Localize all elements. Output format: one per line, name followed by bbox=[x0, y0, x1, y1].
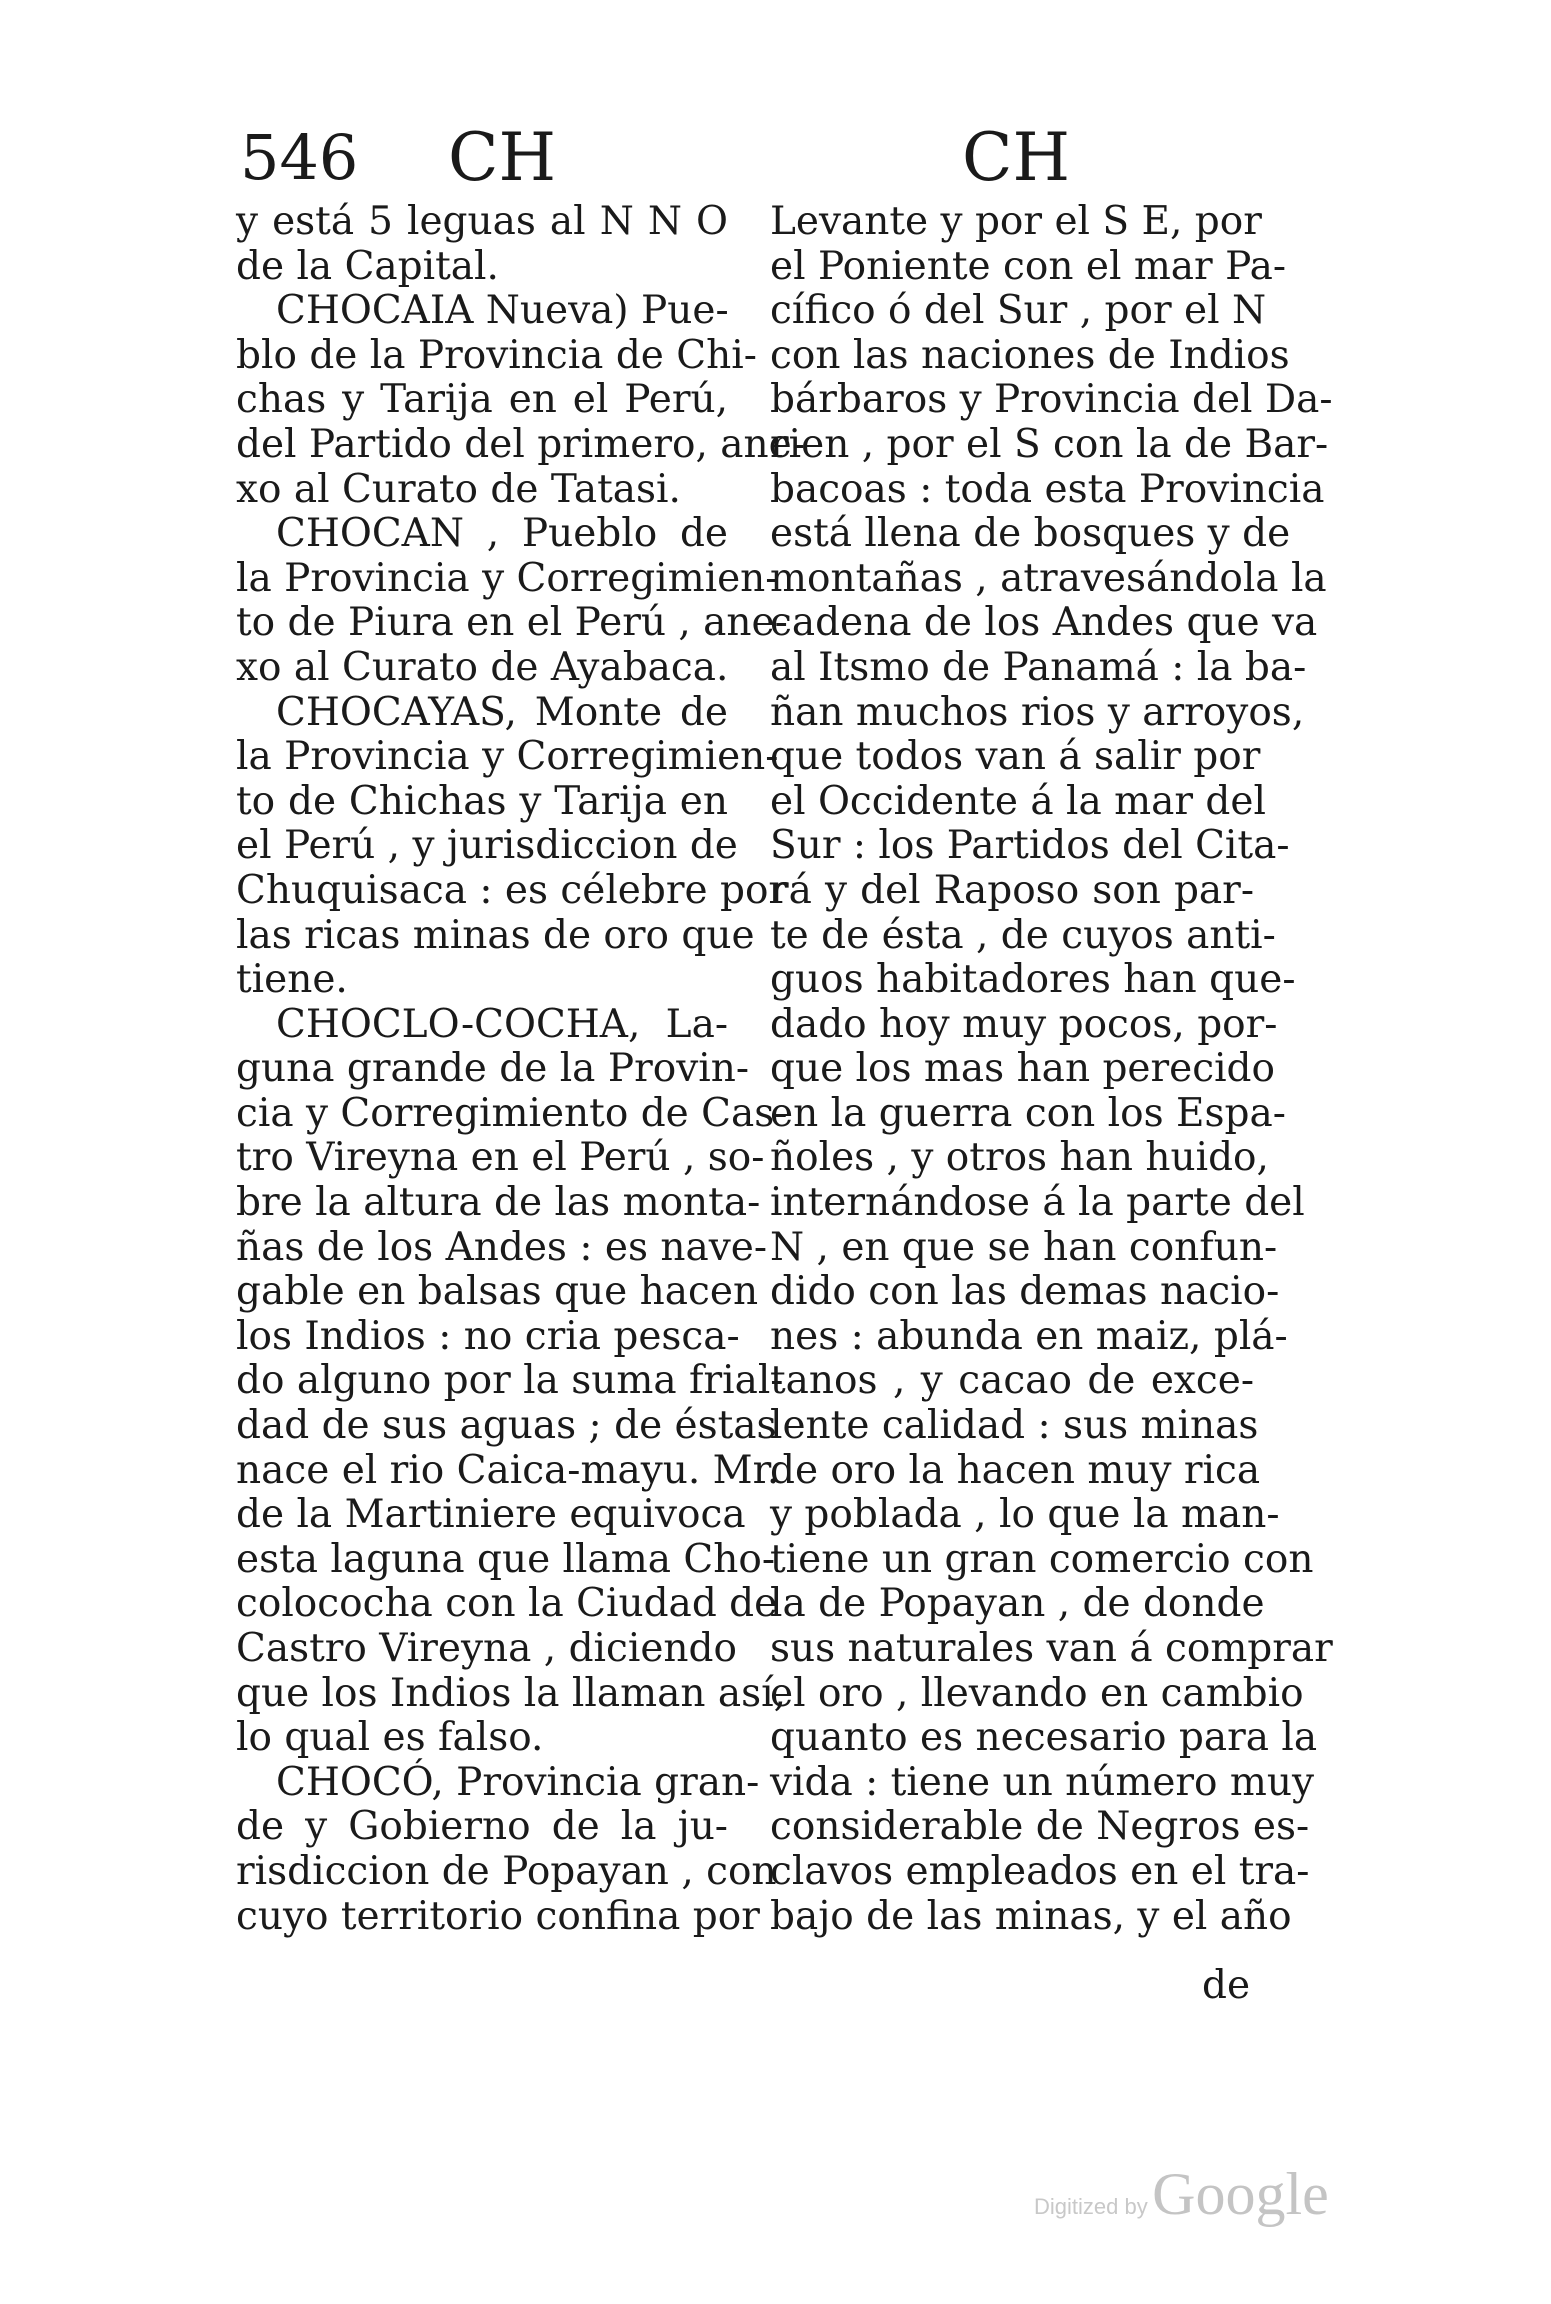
text-line: bacoas : toda esta Provincia bbox=[770, 466, 1325, 512]
text-line: guna grande de la Provin- bbox=[236, 1046, 749, 1092]
catchword: de bbox=[1202, 1963, 1251, 2008]
text-line: dado hoy muy pocos, por- bbox=[770, 1001, 1278, 1047]
text-line: el Occidente á la mar del bbox=[770, 778, 1266, 824]
text-line: tro Vireyna en el Perú , so- bbox=[236, 1135, 765, 1181]
text-line: xo al Curato de Tatasi. bbox=[236, 466, 681, 512]
text-line: las ricas minas de oro que bbox=[236, 912, 755, 958]
text-line: Chuquisaca : es célebre por bbox=[236, 867, 788, 913]
text-line: CHOCLO-COCHA, La- bbox=[276, 1001, 728, 1047]
text-line: y está 5 leguas al N N O bbox=[236, 199, 728, 244]
text-line: blo de la Provincia de Chi- bbox=[236, 332, 757, 378]
text-line: xo al Curato de Ayabaca. bbox=[236, 644, 729, 690]
digitized-by-google-watermark bbox=[1034, 2160, 1329, 2229]
text-line: que los Indios la llaman así, bbox=[236, 1670, 786, 1716]
text-line: tiene un gran comercio con bbox=[770, 1536, 1314, 1582]
text-line: cadena de los Andes que va bbox=[770, 600, 1318, 646]
running-header bbox=[0, 118, 1551, 208]
text-line: bajo de las minas, y el año bbox=[770, 1893, 1292, 1939]
text-line: el oro , llevando en cambio bbox=[770, 1670, 1304, 1716]
text-line: bre la altura de las monta- bbox=[236, 1180, 761, 1226]
text-line: sus naturales van á comprar bbox=[770, 1626, 1333, 1671]
text-line: el Perú , y jurisdiccion de bbox=[236, 823, 738, 869]
text-line: ñoles , y otros han huido, bbox=[770, 1135, 1269, 1181]
text-line: to de Chichas y Tarija en bbox=[236, 778, 728, 824]
text-line: la de Popayan , de donde bbox=[770, 1581, 1265, 1627]
watermark-prefix: Digitized by bbox=[1034, 2194, 1148, 2219]
text-line: lo qual es falso. bbox=[236, 1715, 544, 1761]
text-line: cífico ó del Sur , por el N bbox=[770, 288, 1267, 334]
right-text-column bbox=[770, 199, 1333, 1939]
text-line: montañas , atravesándola la bbox=[770, 555, 1327, 601]
text-line: rien , por el S con la de Bar- bbox=[770, 421, 1329, 467]
text-line: guos habitadores han que- bbox=[770, 957, 1296, 1003]
text-line: colocoсha con la Ciudad de bbox=[236, 1581, 778, 1627]
text-line: esta laguna que llama Cho- bbox=[236, 1536, 775, 1582]
text-line: lente calidad : sus minas bbox=[770, 1403, 1259, 1449]
text-line: internándose á la parte del bbox=[770, 1180, 1305, 1226]
text-line: CHOCÓ, Provincia gran- bbox=[276, 1759, 760, 1805]
text-line: de y Gobierno de la ju- bbox=[236, 1804, 728, 1850]
text-line: risdiccion de Popayan , con bbox=[236, 1848, 777, 1894]
text-line: de oro la hacen muy rica bbox=[770, 1447, 1261, 1493]
text-line: y poblada , lo que la man- bbox=[770, 1492, 1280, 1538]
text-line: vida : tiene un número muy bbox=[770, 1759, 1315, 1805]
text-line: la Provincia y Corregimien- bbox=[236, 734, 779, 780]
text-line: do alguno por la suma frial- bbox=[236, 1358, 784, 1404]
text-line: nace el rio Caica-mayu. Mr. bbox=[236, 1447, 780, 1493]
text-line: al Itsmo de Panamá : la ba- bbox=[770, 644, 1307, 690]
text-line: quanto es necesario para la bbox=[770, 1715, 1318, 1761]
left-text-column bbox=[236, 199, 805, 1939]
text-line: el Poniente con el mar Pa- bbox=[770, 243, 1287, 289]
text-line: ñan muchos rios y arroyos, bbox=[770, 689, 1305, 735]
text-line: de la Capital. bbox=[236, 243, 499, 289]
google-logo: Google bbox=[1152, 2161, 1329, 2227]
text-line: dad de sus aguas ; de éstas bbox=[236, 1403, 777, 1449]
text-line: te de ésta , de cuyos anti- bbox=[770, 912, 1276, 958]
text-line: está llena de bosques y de bbox=[770, 511, 1291, 557]
text-line: tanos , y cacao de exce- bbox=[770, 1358, 1254, 1404]
text-line: CHOCAN , Pueblo de bbox=[276, 511, 728, 557]
text-line: de la Martiniere equivoca bbox=[236, 1492, 746, 1538]
text-line: nes : abunda en maiz, plá- bbox=[770, 1313, 1288, 1359]
text-line: CHOCAYAS, Monte de bbox=[276, 689, 728, 735]
text-line: con las naciones de Indios bbox=[770, 332, 1290, 378]
text-line: bárbaros y Provincia del Da- bbox=[770, 377, 1333, 423]
text-line: CHOCAIA Nueva) Pue- bbox=[276, 288, 729, 334]
text-line: considerable de Negros es- bbox=[770, 1804, 1310, 1850]
text-line: los Indios : no cria pesca- bbox=[236, 1313, 740, 1359]
text-line: Castro Vireyna , diciendo bbox=[236, 1626, 737, 1671]
running-head-right: CH bbox=[962, 119, 1071, 196]
text-line: ñas de los Andes : es nave- bbox=[236, 1224, 768, 1270]
text-line: cia y Corregimiento de Cas- bbox=[236, 1090, 788, 1136]
text-line: tiene. bbox=[236, 957, 348, 1003]
text-line: gable en balsas que hacen bbox=[236, 1269, 759, 1315]
text-line: dido con las demas nacio- bbox=[770, 1269, 1280, 1315]
running-head-left: CH bbox=[448, 119, 557, 196]
text-line: que los mas han perecido bbox=[770, 1046, 1275, 1092]
text-line: cuyo territorio confina por bbox=[236, 1893, 760, 1939]
page-number: 546 bbox=[240, 121, 359, 194]
text-line: la Provincia y Corregimien- bbox=[236, 555, 779, 601]
text-line: Sur : los Partidos del Cita- bbox=[770, 823, 1290, 869]
text-line: rá y del Raposo son par- bbox=[770, 867, 1254, 913]
text-line: clavos empleados en el tra- bbox=[770, 1848, 1310, 1894]
text-line: to de Piura en el Perú , ane- bbox=[236, 600, 788, 646]
text-line: en la guerra con los Espa- bbox=[770, 1090, 1286, 1136]
text-line: chas y Tarija en el Perú, bbox=[236, 377, 728, 423]
text-line: que todos van á salir por bbox=[770, 734, 1261, 780]
text-line: N , en que se han confun- bbox=[770, 1224, 1278, 1270]
text-line: del Partido del primero, ane- bbox=[236, 421, 805, 467]
text-line: Levante y por el S E, por bbox=[770, 199, 1262, 244]
